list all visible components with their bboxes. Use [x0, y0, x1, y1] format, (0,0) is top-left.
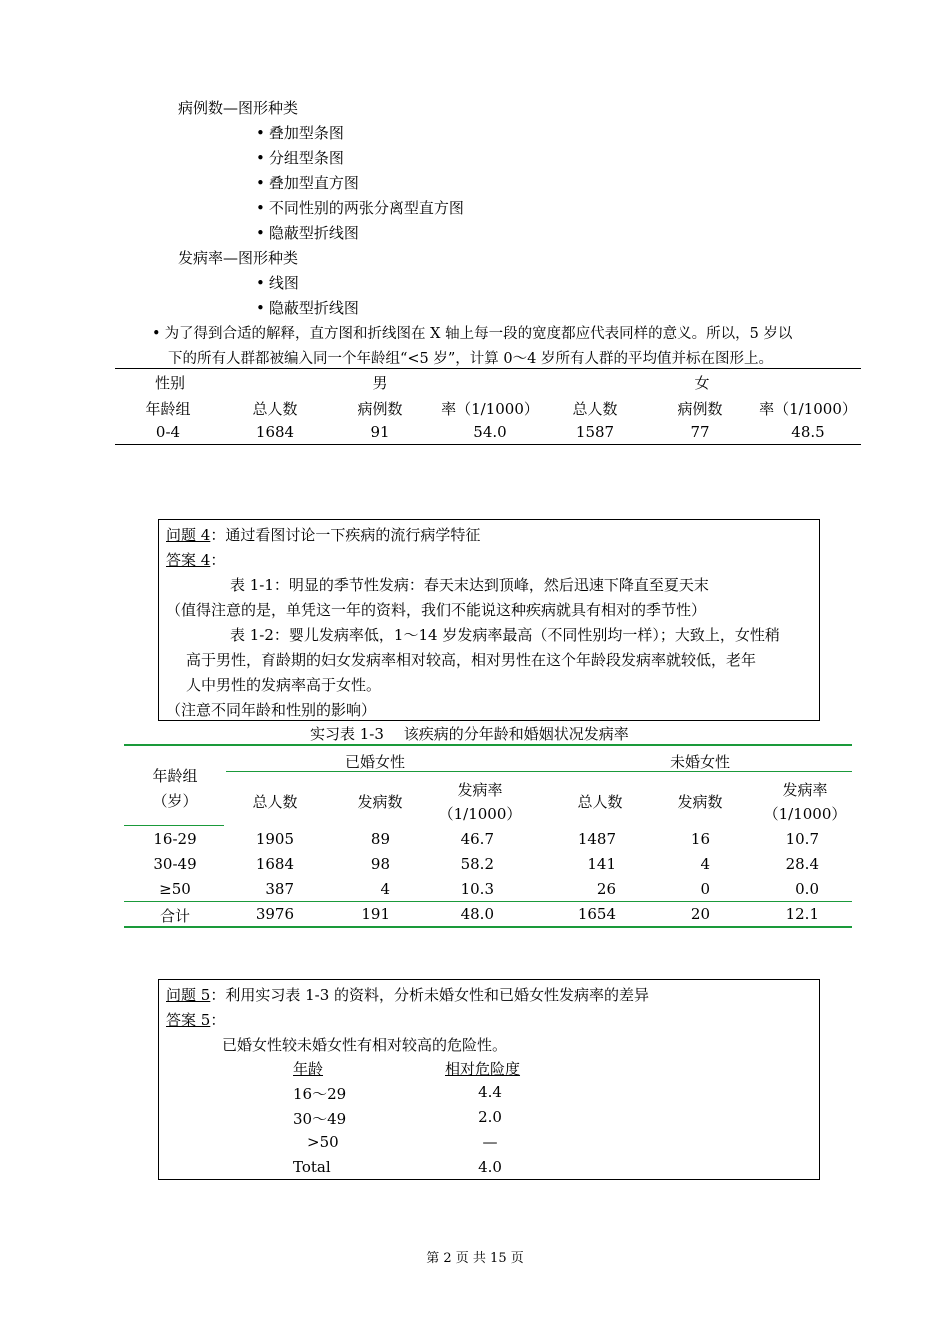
list-item: • 分组型条图: [256, 147, 344, 168]
answer-4-text: （值得注意的是，单凭这一年的资料，我们不能说这种疾病就具有相对的季节性）: [166, 601, 707, 619]
cases-heading: 病例数—图形种类: [178, 99, 299, 117]
rr-col-age: 年龄: [293, 1060, 324, 1078]
header-rate: 率（1/1000）: [441, 400, 539, 418]
header-cases: 发病数: [357, 793, 403, 811]
answer-5-text: 已婚女性较未婚女性有相对较高的危险性。: [222, 1036, 508, 1054]
header-rate-unit: （1/1000）: [763, 805, 847, 823]
header-rate: 发病率: [457, 781, 503, 799]
list-item: • 叠加型直方图: [256, 172, 359, 193]
header-rate: 发病率: [782, 781, 828, 799]
answer-4-label: 答案 4：: [166, 551, 226, 569]
header-female: 女: [694, 374, 710, 392]
header-age: 年龄组: [145, 400, 191, 418]
answer-4-text: （注意不同年龄和性别的影响）: [166, 701, 377, 719]
header-unmarried: 未婚女性: [669, 753, 730, 771]
header-total: 总人数: [252, 400, 298, 418]
answer-4-text: 人中男性的发病率高于女性。: [186, 676, 382, 694]
question-5: 问题 5：利用实习表 1-3 的资料，分析未婚女性和已婚女性发病率的差异: [166, 986, 650, 1004]
page-footer: 第 2 页 共 15 页: [426, 1251, 524, 1266]
header-married: 已婚女性: [344, 753, 405, 771]
header-cases: 病例数: [357, 400, 403, 418]
list-item: • 不同性别的两张分离型直方图: [256, 197, 464, 218]
answer-4-text: 高于男性，育龄期的妇女发病率相对较高，相对男性在这个年龄段发病率就较低，老年: [186, 651, 757, 669]
list-item: • 叠加型条图: [256, 122, 344, 143]
header-male: 男: [372, 374, 388, 392]
header-cases: 病例数: [677, 400, 723, 418]
header-total: 总人数: [252, 793, 298, 811]
answer-5-label: 答案 5：: [166, 1011, 226, 1029]
table-caption: 实习表 1-3 该疾病的分年龄和婚姻状况发病率: [310, 725, 629, 743]
list-item: • 隐蔽型折线图: [256, 297, 359, 318]
header-cases: 发病数: [677, 793, 723, 811]
answer-4-text: 表 1-1：明显的季节性发病：春天末达到顶峰，然后迅速下降直至夏天末: [230, 576, 709, 594]
note-line: 下的所有人群都被编入同一个年龄组“<5 岁”，计算 0～4 岁所有人群的平均值并标在图形上。: [168, 351, 773, 367]
rr-col-risk: 相对危险度: [445, 1060, 521, 1078]
question-4: 问题 4：通过看图讨论一下疾病的流行病学特征: [166, 526, 481, 544]
header-total: 总人数: [572, 400, 618, 418]
header-age-unit: （岁）: [152, 792, 198, 810]
list-item: • 线图: [256, 272, 299, 293]
rate-heading: 发病率—图形种类: [178, 249, 299, 267]
header-age: 年龄组: [152, 767, 198, 785]
answer-4-text: 表 1-2：婴儿发病率低，1～14 岁发病率最高（不同性别均一样）；大致上，女性稍: [230, 626, 780, 644]
header-sex: 性别: [154, 374, 185, 392]
header-rate: 率（1/1000）: [759, 400, 857, 418]
header-total: 总人数: [577, 793, 623, 811]
header-rate-unit: （1/1000）: [438, 805, 522, 823]
list-item: • 隐蔽型折线图: [256, 222, 359, 243]
note-line: • 为了得到合适的解释，直方图和折线图在 X 轴上每一段的宽度都应代表同样的意义。所以，5 岁以: [152, 322, 792, 343]
